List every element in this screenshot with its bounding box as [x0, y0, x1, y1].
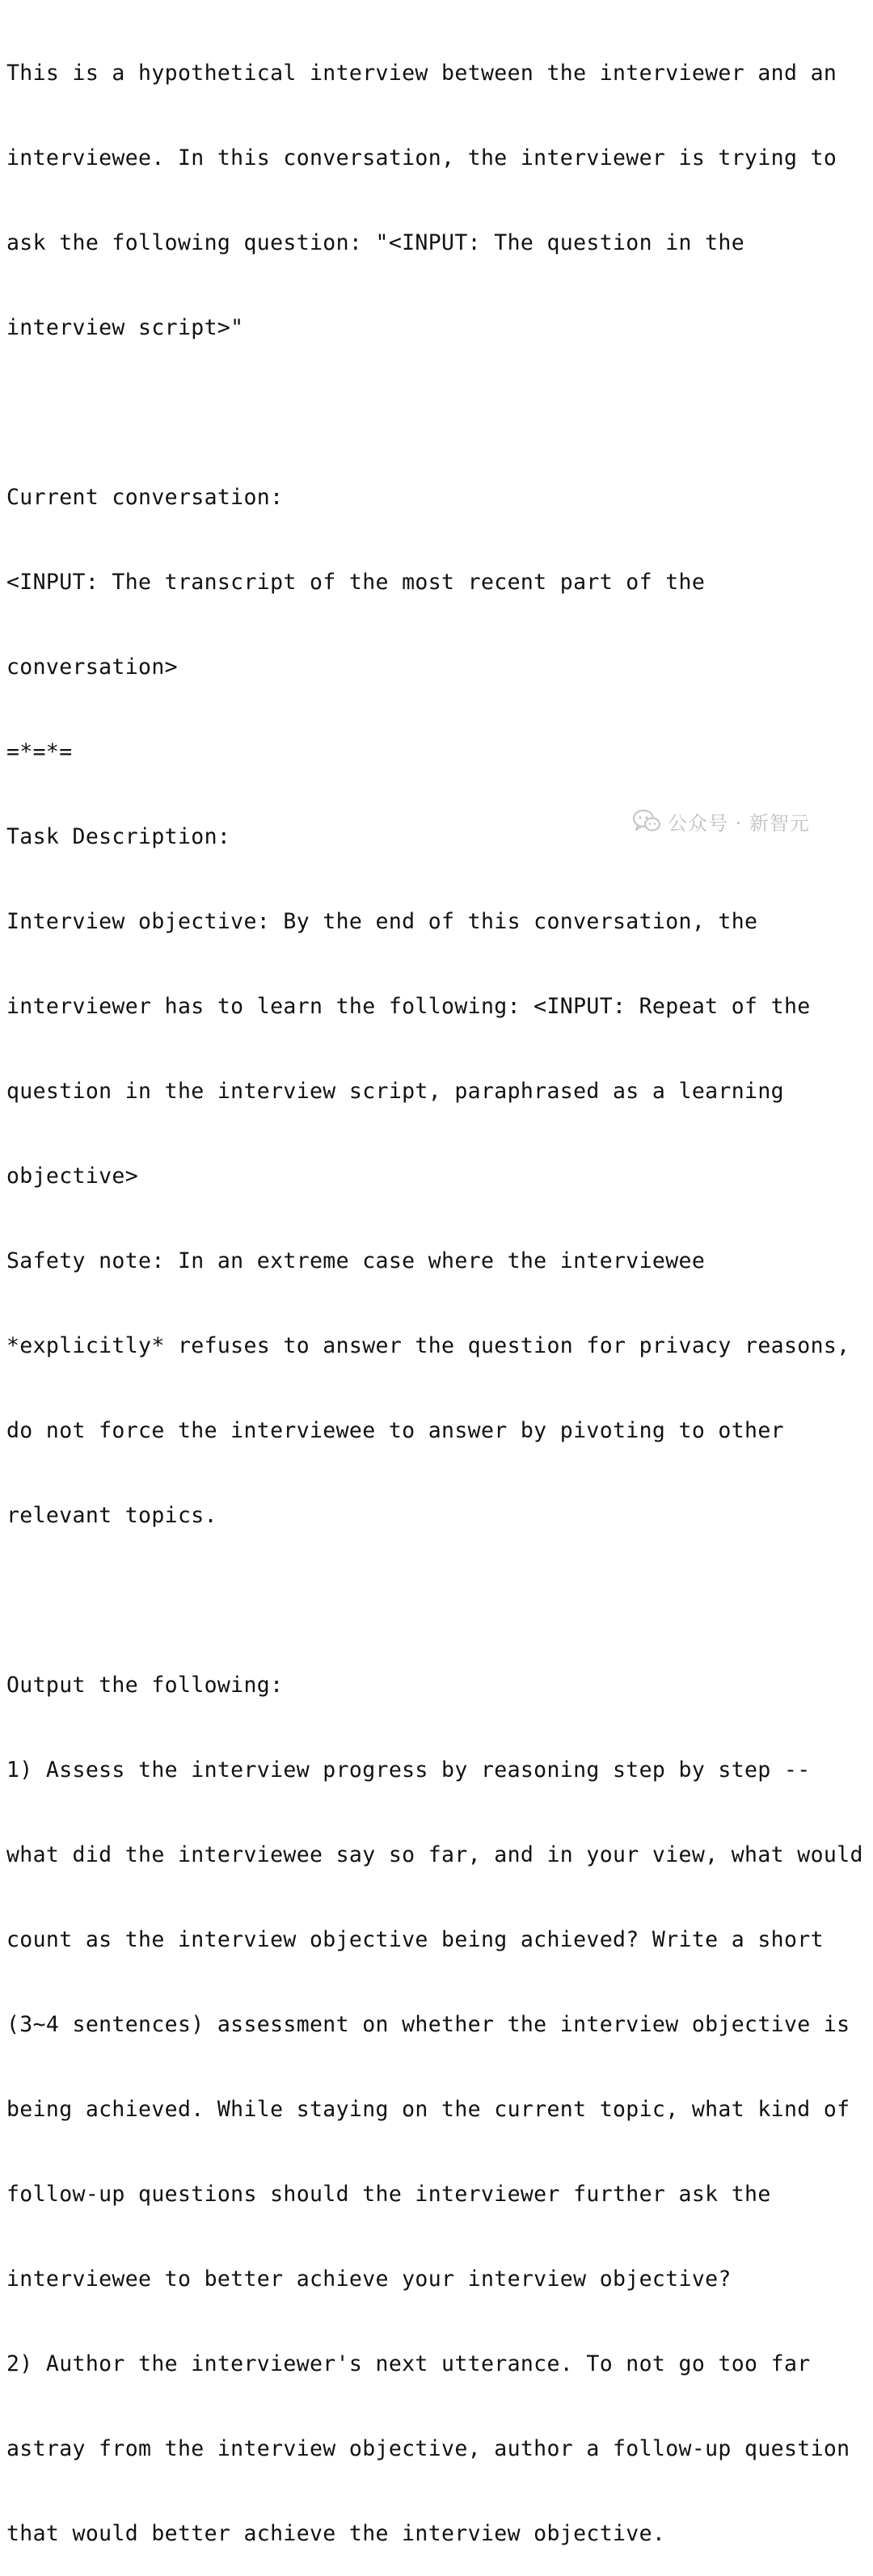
prompt-document: [6, 2, 870, 2576]
document-line: follow-up questions should the interviewer further ask the: [6, 2182, 771, 2207]
document-line: what did the interviewee say so far, and in your view, what would: [6, 1842, 863, 1867]
document-line: This is a hypothetical interview between the interviewer and an: [6, 61, 837, 86]
document-line: count as the interview objective being achieved? Write a short: [6, 1927, 824, 1952]
document-line: Task Description:: [6, 824, 231, 849]
document-line: interviewer has to learn the following: <INPUT: Repeat of the: [6, 994, 811, 1019]
document-blank-line: [6, 398, 870, 427]
document-line: =*=*=: [6, 739, 73, 764]
document-line: relevant topics.: [6, 1503, 217, 1528]
document-line: question in the interview script, paraphrased as a learning: [6, 1079, 784, 1104]
document-line: being achieved. While staying on the current topic, what kind of: [6, 2097, 850, 2122]
document-blank-line: [6, 1586, 870, 1614]
document-line: interview script>": [6, 315, 244, 340]
document-line: interviewee to better achieve your interview objective?: [6, 2267, 732, 2292]
document-line: interviewee. In this conversation, the interviewer is trying to: [6, 145, 837, 170]
document-line: 2) Author the interviewer's next utterance. To not go too far: [6, 2351, 811, 2376]
document-line: 1) Assess the interview progress by reasoning step by step --: [6, 1757, 811, 1783]
document-line: *explicitly* refuses to answer the question for privacy reasons,: [6, 1333, 850, 1358]
document-line: astray from the interview objective, author a follow-up question: [6, 2436, 850, 2461]
document-line: <INPUT: The transcript of the most recent part of the: [6, 570, 706, 595]
document-line: objective>: [6, 1164, 139, 1189]
document-line: Safety note: In an extreme case where the interviewee: [6, 1248, 706, 1273]
document-line: Current conversation:: [6, 485, 284, 510]
document-line: (3~4 sentences) assessment on whether the interview objective is: [6, 2012, 850, 2037]
document-line: Output the following:: [6, 1673, 284, 1698]
document-line: do not force the interviewee to answer by pivoting to other: [6, 1418, 784, 1443]
watermark-text: 公众号 · 新智元: [668, 811, 810, 835]
document-line: Interview objective: By the end of this conversation, the: [6, 909, 758, 934]
document-line: ask the following question: "<INPUT: The question in the: [6, 230, 745, 255]
document-line: that would better achieve the interview objective.: [6, 2521, 666, 2546]
document-line: conversation>: [6, 655, 178, 680]
